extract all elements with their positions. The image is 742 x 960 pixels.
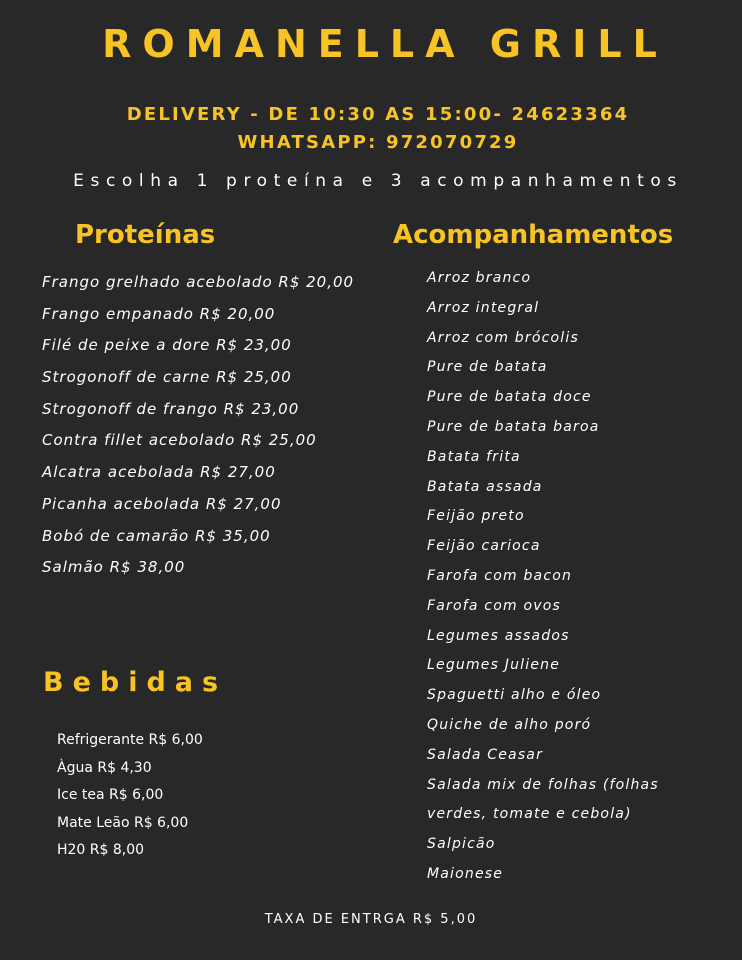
acompanhamentos-list [427,268,659,894]
delivery-info: DELIVERY - DE 10:30 AS 15:00- 24623364 [126,104,630,125]
list-item: Salada mix de folhas (folhas [427,776,659,793]
list-item: verdes, tomate e cebola) [427,806,632,823]
list-item: Salada Ceasar [427,746,544,763]
list-item: Legumes Juliene [427,657,561,674]
delivery-fee: TAXA DE ENTRGA R$ 5,00 [264,912,478,927]
list-item: Maionese [427,865,504,882]
list-item: H20 R$ 8,00 [57,842,145,858]
whatsapp-info: WHATSAPP: 972070729 [237,132,519,153]
list-item: Arroz integral [427,299,540,316]
list-item: Quiche de alho poró [427,716,592,733]
proteinas-heading: Proteínas [75,220,216,250]
list-item: Bobó de camarão R$ 35,00 [42,526,271,545]
list-item: Salmão R$ 38,00 [42,558,186,577]
bebidas-list [57,730,203,868]
list-item: Legumes assados [427,627,570,644]
list-item: Pure de batata [427,359,548,376]
list-item: Salpicão [427,836,496,853]
list-item: Strogonoff de frango R$ 23,00 [42,399,300,418]
bebidas-heading: Bebidas [43,667,228,698]
list-item: Contra fillet acebolado R$ 25,00 [42,431,317,450]
list-item: Filé de peixe a dore R$ 23,00 [42,336,292,355]
list-item: Feijão preto [427,508,525,525]
list-item: Batata frita [427,448,521,465]
instruction-text: Escolha 1 proteína e 3 acompanhamentos [73,171,683,191]
list-item: Frango grelhado acebolado R$ 20,00 [42,273,355,291]
list-item: Alcatra acebolada R$ 27,00 [42,463,276,482]
acompanhamentos-heading: Acompanhamentos [393,220,674,250]
list-item: Mate Leão R$ 6,00 [57,814,189,831]
list-item: Arroz com brócolis [427,329,579,346]
list-item: Farofa com ovos [427,597,561,614]
list-item: Ice tea R$ 6,00 [57,787,164,803]
list-item: Frango empanado R$ 20,00 [42,304,276,323]
list-item: Spaguetti alho e óleo [427,687,602,704]
list-item: Strogonoff de carne R$ 25,00 [42,368,292,387]
list-item: Pure de batata doce [427,389,592,406]
list-item: Pure de batata baroa [427,418,600,435]
list-item: Feijão carioca [427,538,541,555]
proteinas-list [42,271,354,588]
list-item: Arroz branco [427,270,532,286]
list-item: Picanha acebolada R$ 27,00 [42,494,282,513]
list-item: Batata assada [427,478,543,495]
list-item: Refrigerante R$ 6,00 [57,732,203,748]
restaurant-title: ROMANELLA GRILL [102,22,668,66]
list-item: Farofa com bacon [427,567,573,584]
list-item: Àgua R$ 4,30 [57,759,152,776]
